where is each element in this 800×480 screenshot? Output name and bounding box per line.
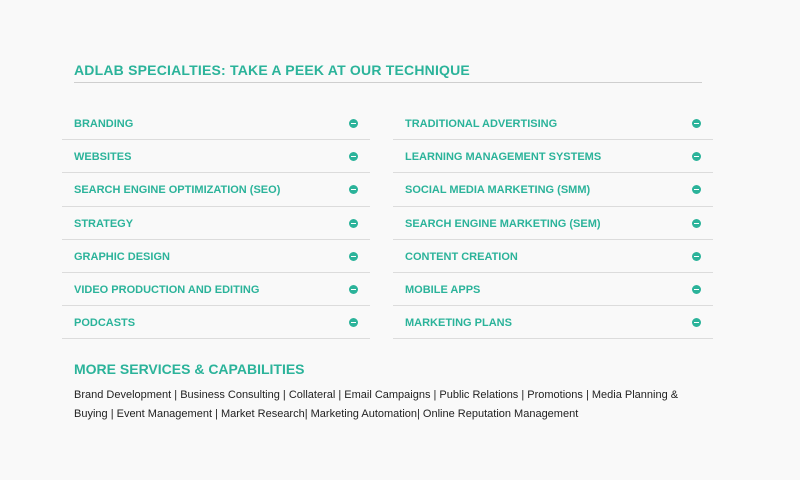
accordion-item-label: SOCIAL MEDIA MARKETING (SMM) <box>405 184 591 197</box>
minus-circle-icon[interactable] <box>692 152 701 161</box>
minus-circle-icon[interactable] <box>349 318 358 327</box>
accordion-item-label: SEARCH ENGINE OPTIMIZATION (SEO) <box>74 184 281 197</box>
minus-circle-icon[interactable] <box>692 285 701 294</box>
accordion-item-label: WEBSITES <box>74 151 132 164</box>
accordion-item-label: GRAPHIC DESIGN <box>74 250 170 263</box>
page-title: ADLAB SPECIALTIES: TAKE A PEEK AT OUR TECHNIQUE <box>74 62 470 78</box>
accordion-item-smm[interactable] <box>393 173 713 206</box>
minus-circle-icon[interactable] <box>692 185 701 194</box>
accordion-item-podcasts[interactable] <box>62 306 370 339</box>
minus-circle-icon[interactable] <box>349 285 358 294</box>
specialties-column-right <box>393 107 713 339</box>
minus-circle-icon[interactable] <box>349 219 358 228</box>
accordion-item-strategy[interactable] <box>62 207 370 240</box>
accordion-item-label: BRANDING <box>74 118 134 130</box>
accordion-item-seo[interactable] <box>62 173 370 206</box>
minus-circle-icon[interactable] <box>349 152 358 161</box>
accordion-item-marketing-plans[interactable] <box>393 306 713 339</box>
minus-circle-icon[interactable] <box>692 119 701 128</box>
accordion-item-label: MOBILE APPS <box>405 283 481 296</box>
more-services-title: MORE SERVICES & CAPABILITIES <box>74 361 305 377</box>
accordion-item-mobile-apps[interactable] <box>393 273 713 306</box>
accordion-item-video-production[interactable] <box>62 273 370 306</box>
accordion-item-label: TRADITIONAL ADVERTISING <box>405 118 558 130</box>
accordion-item-content-creation[interactable] <box>393 240 713 273</box>
accordion-item-graphic-design[interactable] <box>62 240 370 273</box>
accordion-item-label: MARKETING PLANS <box>405 317 512 330</box>
more-services-text: Brand Development | Business Consulting | Collateral | Email Campaigns | Public Relations | Promotions | Media Planning & Buying | Event Management | Market Research| Marketing Automation| Online Reputation Management <box>74 389 679 420</box>
accordion-item-lms[interactable] <box>393 140 713 173</box>
accordion-item-traditional-advertising[interactable] <box>393 107 713 140</box>
accordion-item-label: VIDEO PRODUCTION AND EDITING <box>74 283 260 296</box>
minus-circle-icon[interactable] <box>349 185 358 194</box>
section-heading <box>74 62 702 83</box>
accordion-item-label: SEARCH ENGINE MARKETING (SEM) <box>405 217 601 230</box>
minus-circle-icon[interactable] <box>349 119 358 128</box>
specialties-column-left <box>62 107 370 339</box>
minus-circle-icon[interactable] <box>692 318 701 327</box>
accordion-item-label: PODCASTS <box>74 317 136 330</box>
accordion-item-branding[interactable] <box>62 107 370 140</box>
accordion-item-sem[interactable] <box>393 207 713 240</box>
accordion-item-label: CONTENT CREATION <box>405 250 518 263</box>
accordion-item-label: STRATEGY <box>74 217 134 230</box>
minus-circle-icon[interactable] <box>692 219 701 228</box>
minus-circle-icon[interactable] <box>349 252 358 261</box>
accordion-item-websites[interactable] <box>62 140 370 173</box>
minus-circle-icon[interactable] <box>692 252 701 261</box>
accordion-item-label: LEARNING MANAGEMENT SYSTEMS <box>405 151 602 164</box>
